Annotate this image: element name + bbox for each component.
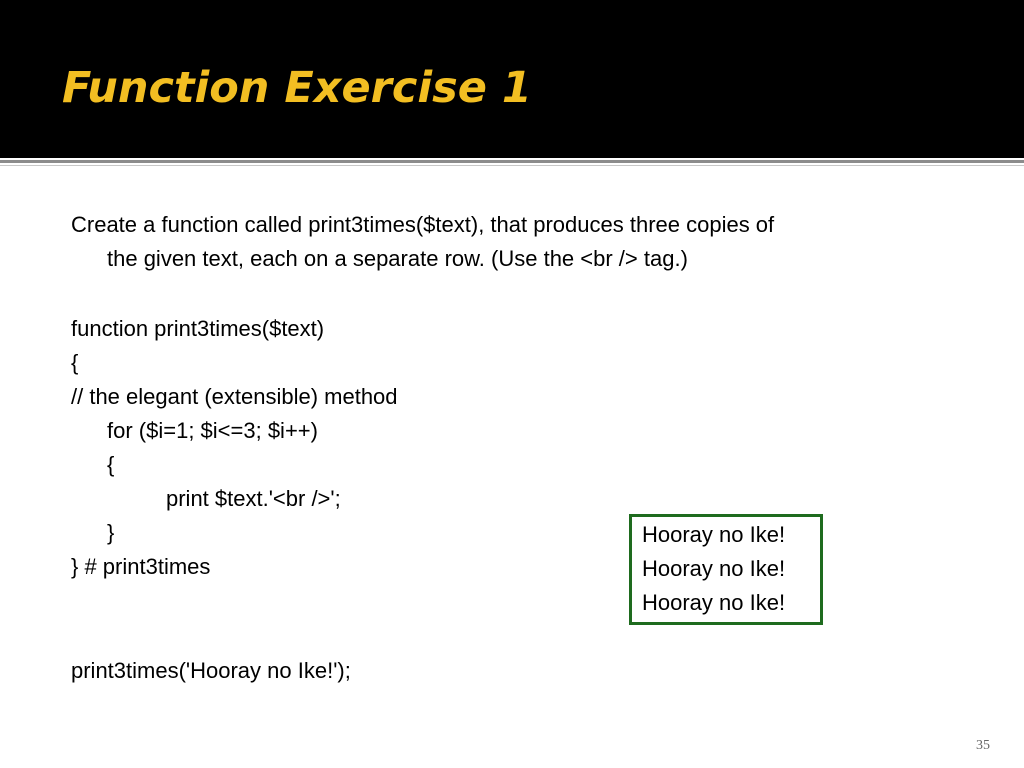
slide-title: Function Exercise 1 [62,63,532,113]
code-line: print $text.'<br />'; [166,486,341,511]
code-line: function print3times($text) [71,316,325,341]
code-line: { [71,350,79,375]
divider-thick [0,160,1024,163]
output-line: Hooray no Ike! [642,556,786,581]
output-line: Hooray no Ike! [642,522,786,547]
page-number: 35 [976,738,990,753]
code-line: } [107,520,115,545]
output-line: Hooray no Ike! [642,590,786,615]
intro-line-2: the given text, each on a separate row. (Use the <br /> tag.) [107,246,688,271]
title-bar [0,0,1024,158]
code-comment: // the elegant (extensible) method [71,384,398,409]
code-line: { [107,452,115,477]
code-call-line: print3times('Hooray no Ike!'); [71,658,351,683]
code-line: for ($i=1; $i<=3; $i++) [107,418,318,443]
output-box [629,514,823,625]
divider-thin [0,165,1024,166]
intro-line-1: Create a function called print3times($text), that produces three copies of [71,212,775,237]
code-line: } # print3times [71,554,211,579]
